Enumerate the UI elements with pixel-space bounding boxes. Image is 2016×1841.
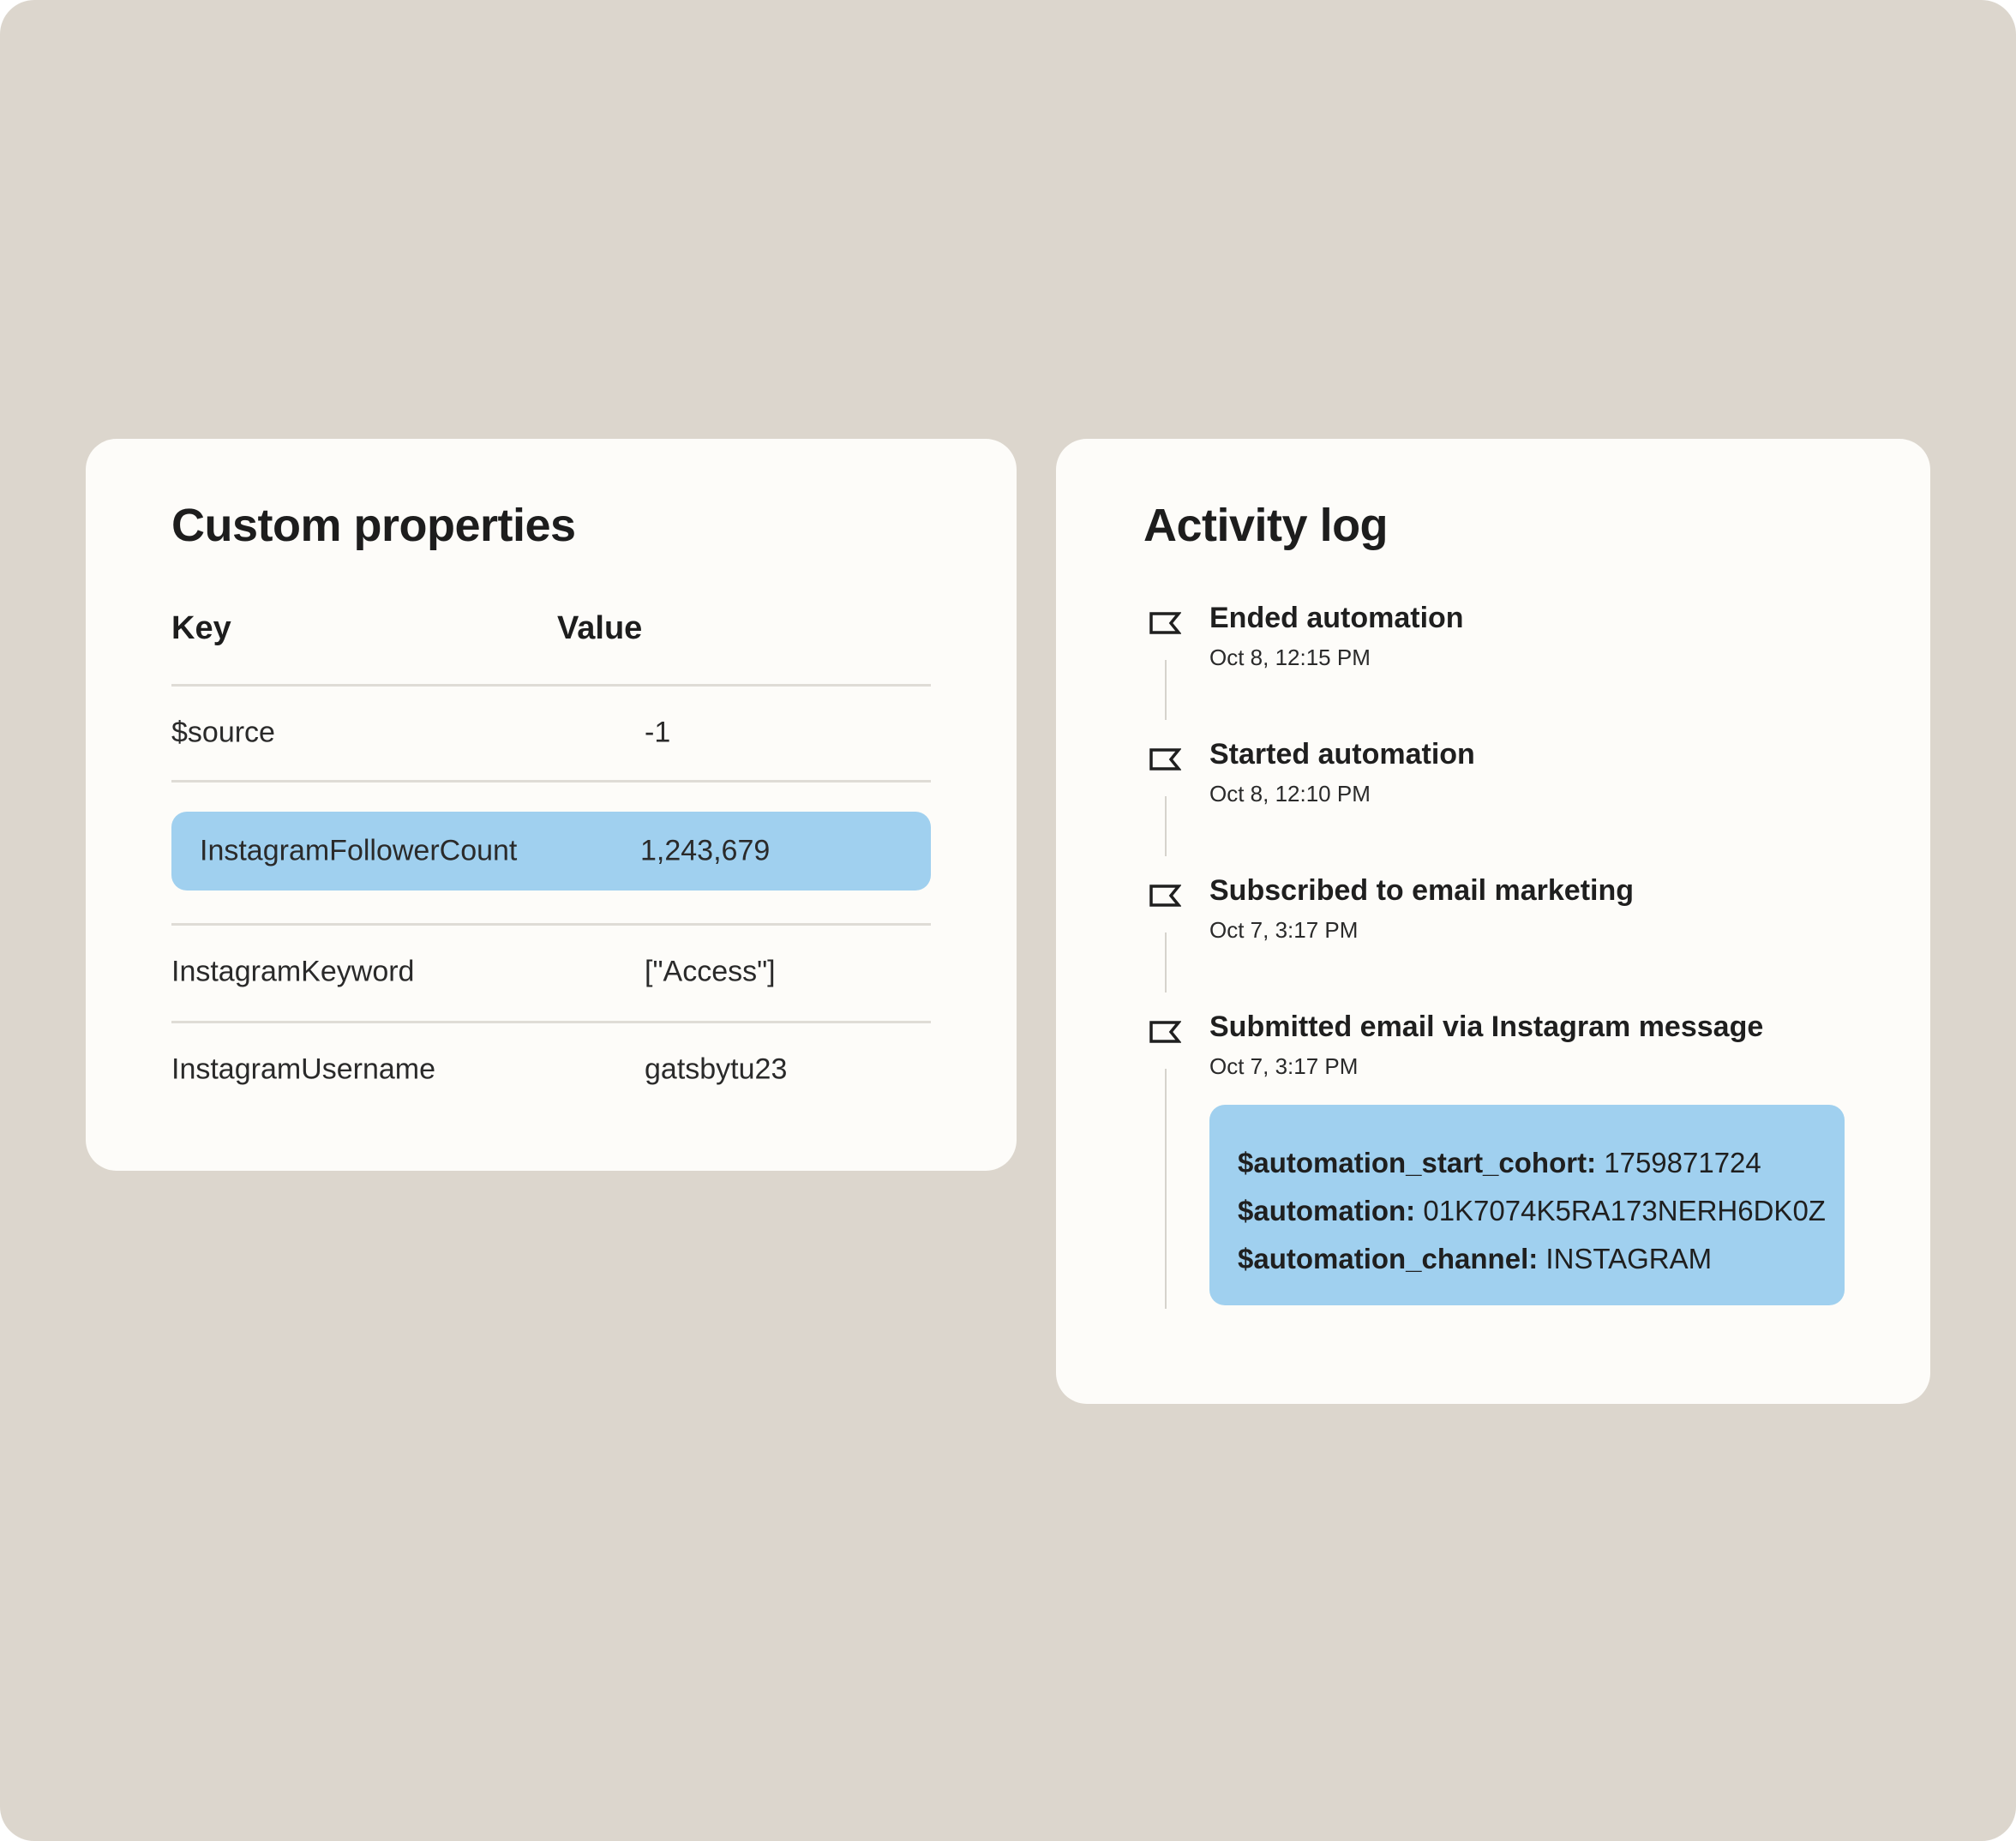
detail-key: $automation_start_cohort:	[1238, 1147, 1597, 1178]
custom-properties-title: Custom properties	[171, 500, 576, 551]
event-detail-line	[1238, 1235, 1845, 1283]
event-title: Ended automation	[1209, 602, 1464, 634]
timeline-connector	[1165, 932, 1167, 992]
detail-value: 1759871724	[1604, 1147, 1761, 1178]
flag-icon	[1149, 883, 1181, 909]
table-divider	[171, 1021, 931, 1023]
value-column-header: Value	[557, 610, 643, 646]
property-key: InstagramFollowerCount	[200, 834, 518, 867]
property-value: ["Access"]	[645, 955, 776, 988]
timeline-connector	[1165, 660, 1167, 720]
event-details-panel	[1209, 1105, 1845, 1305]
property-key: InstagramKeyword	[171, 955, 415, 988]
event-timestamp: Oct 7, 3:17 PM	[1209, 1053, 1359, 1079]
detail-value: 01K7074K5RA173NERH6DK0Z	[1423, 1195, 1826, 1226]
event-timestamp: Oct 8, 12:15 PM	[1209, 645, 1371, 670]
table-divider	[171, 684, 931, 687]
event-timestamp: Oct 7, 3:17 PM	[1209, 917, 1359, 943]
event-timestamp: Oct 8, 12:10 PM	[1209, 781, 1371, 807]
timeline-connector	[1165, 1069, 1167, 1309]
table-row[interactable]	[171, 693, 931, 772]
event-detail-line	[1238, 1139, 1845, 1187]
activity-log-title: Activity log	[1143, 500, 1389, 551]
flag-icon	[1149, 1019, 1181, 1045]
table-row[interactable]	[171, 932, 931, 1011]
event-detail-line	[1238, 1187, 1845, 1235]
property-key: $source	[171, 716, 275, 749]
table-row-highlighted[interactable]	[171, 812, 931, 891]
event-title: Submitted email via Instagram message	[1209, 1010, 1764, 1043]
flag-icon	[1149, 747, 1181, 772]
event-title: Started automation	[1209, 738, 1475, 771]
timeline-connector	[1165, 796, 1167, 856]
table-row[interactable]	[171, 1030, 931, 1109]
table-divider	[171, 923, 931, 926]
property-value: -1	[645, 716, 671, 749]
event-title: Subscribed to email marketing	[1209, 874, 1635, 907]
detail-key: $automation:	[1238, 1195, 1416, 1226]
property-key: InstagramUsername	[171, 1052, 436, 1086]
custom-properties-card	[86, 439, 1017, 1171]
property-value: 1,243,679	[640, 834, 771, 867]
property-value: gatsbytu23	[645, 1052, 788, 1086]
detail-value: INSTAGRAM	[1545, 1243, 1713, 1274]
detail-key: $automation_channel:	[1238, 1243, 1539, 1274]
key-column-header: Key	[171, 610, 231, 646]
activity-log-card	[1056, 439, 1930, 1404]
table-divider	[171, 780, 931, 783]
flag-icon	[1149, 610, 1181, 636]
